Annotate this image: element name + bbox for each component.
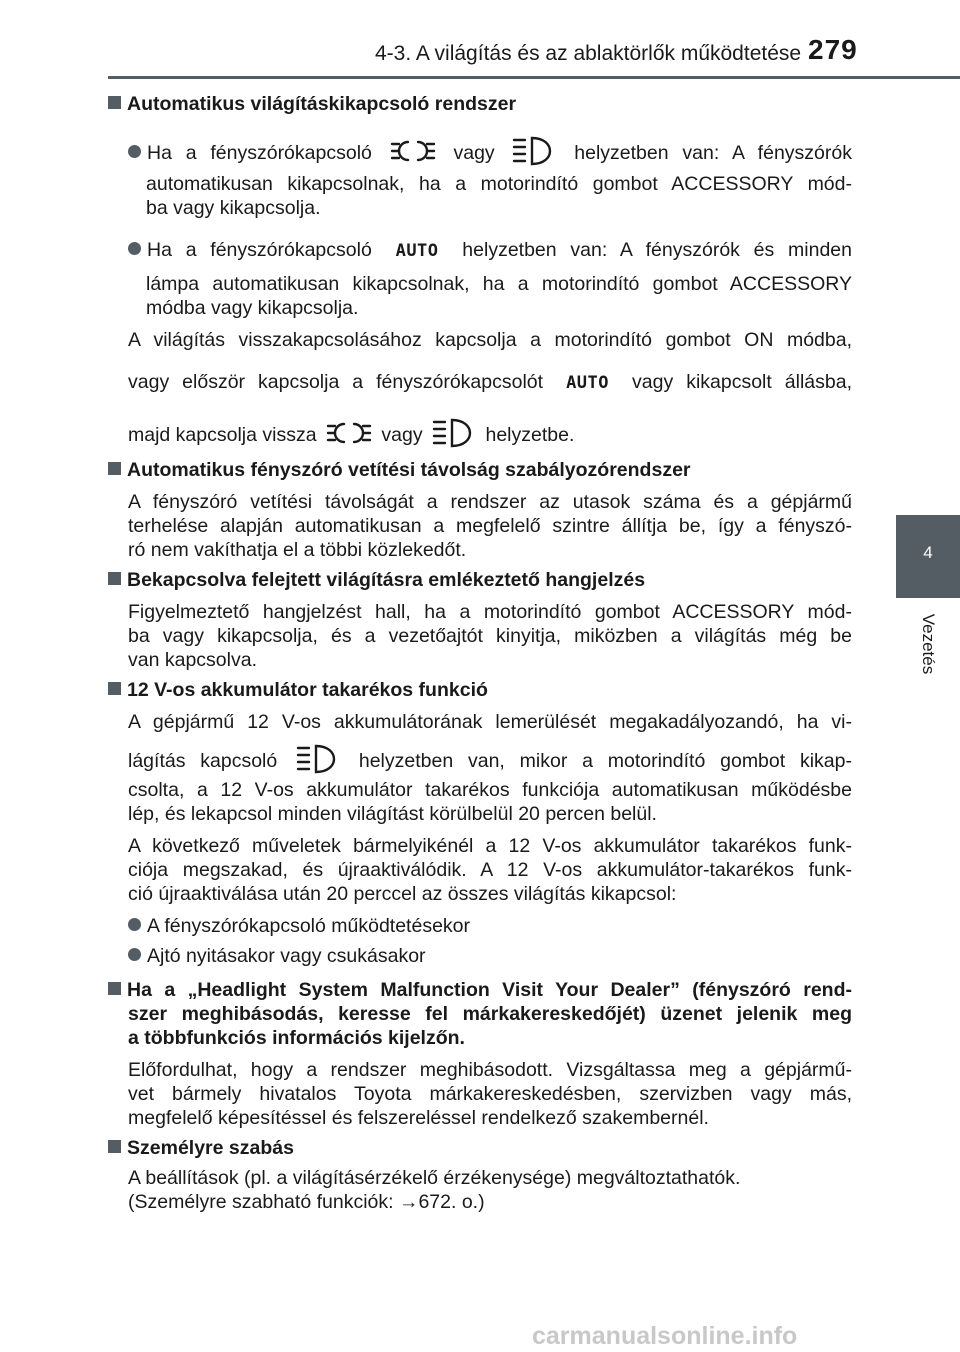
headlight-icon — [432, 418, 476, 454]
square-bullet-icon — [108, 1140, 121, 1153]
round-bullet-icon — [128, 242, 141, 255]
paragraph-line: A fényszóró vetítési távolságát a rendszer az utasok száma és a gépjármű — [128, 491, 852, 513]
chapter-tab — [896, 515, 960, 598]
paragraph-line: ró nem vakíthatja el a többi közlekedőt. — [128, 539, 467, 561]
paragraph-line: automatikusan kikapcsolnak, ha a motorindító gombot ACCESSORY mód- — [146, 173, 852, 195]
headlight-icon — [512, 136, 556, 172]
paragraph-line: ciója megszakad, és újraaktiválódik. A 12 V-os akkumulátor-takarékos funk- — [128, 859, 852, 881]
paragraph-line: módba vagy kikapcsolja. — [146, 297, 359, 319]
square-bullet-icon — [108, 96, 121, 109]
paragraph-line: A következő műveletek bármelyikénél a 12 V-os akkumulátor takarékos funk- — [128, 835, 852, 857]
paragraph-line: (Személyre szabható funkciók: →672. o.) — [128, 1191, 485, 1213]
section-heading: Bekapcsolva felejtett világításra emlékeztető hangjelzés — [108, 568, 645, 592]
paragraph-line: majd kapcsolja vissza vagy helyzetbe. — [128, 418, 574, 454]
paragraph-line: ba vagy kikapcsolja, és a vezetőajtót kinyitja, miközben a világítás még be — [128, 625, 852, 647]
paragraph-line: megfelelő képesítéssel és felszereléssel rendelkező szakembernél. — [128, 1107, 709, 1129]
paragraph-line: ció újraaktiválása után 20 perccel az összes világítás kikapcsol: — [128, 883, 677, 905]
section-heading-line: szer meghibásodás, keresse fel márkakereskedőjét) üzenet jelenik meg — [128, 1003, 852, 1025]
paragraph-line: Ha a fényszórókapcsoló AUTO helyzetben van: A fényszórók és minden — [128, 238, 852, 263]
paragraph-line: vet bármely hivatalos Toyota márkakereskedésben, szervizben vagy más, — [128, 1083, 852, 1105]
round-bullet-icon — [128, 948, 141, 961]
auto-indicator-icon: AUTO — [395, 241, 439, 261]
chapter-label: Vezetés — [919, 613, 938, 675]
paragraph-line: lágítás kapcsoló helyzetben van, mikor a motorindító gombot kikap- — [128, 744, 852, 780]
paragraph-line: Ha a fényszórókapcsoló vagy helyzetben van: A fényszórók — [128, 136, 852, 172]
paragraph-line: lép, és lekapcsol minden világítást körülbelül 20 percen belül. — [128, 803, 657, 825]
headlight-icon — [296, 744, 340, 780]
section-header-title: 4-3. A világítás és az ablaktörlők működtetése — [375, 42, 802, 65]
section-heading: Személyre szabás — [108, 1136, 294, 1160]
paragraph-line: A beállítások (pl. a világításérzékelő érzékenysége) megváltoztathatók. — [128, 1167, 741, 1189]
paragraph-line: A gépjármű 12 V-os akkumulátorának lemerülését megakadályozandó, ha vi- — [128, 711, 852, 733]
paragraph-line: Figyelmeztető hangjelzést hall, ha a motorindító gombot ACCESSORY mód- — [128, 601, 852, 623]
section-heading: Automatikus világításkikapcsoló rendszer — [108, 92, 516, 116]
round-bullet-icon — [128, 918, 141, 931]
parking-light-icon — [326, 420, 372, 452]
section-heading: Automatikus fényszóró vetítési távolság szabályozórendszer — [108, 458, 691, 482]
chapter-label-strip — [896, 598, 960, 695]
paragraph-line: vagy először kapcsolja a fényszórókapcsolót AUTO vagy kikapcsolt állásba, — [128, 371, 853, 393]
watermark: carmanualsonline.info — [532, 1322, 798, 1350]
parking-light-icon — [390, 138, 436, 170]
paragraph-line: csolta, a 12 V-os akkumulátor takarékos funkciója automatikusan működésbe — [128, 779, 852, 801]
round-bullet-icon — [128, 145, 141, 158]
section-heading-line: a többfunkciós információs kijelzőn. — [128, 1027, 465, 1049]
page-number: 279 — [808, 34, 858, 65]
bullet-item: A fényszórókapcsoló működtetésekor — [128, 914, 470, 938]
paragraph-line: lámpa automatikusan kikapcsolnak, ha a motorindító gombot ACCESSORY — [146, 273, 852, 295]
section-heading: 12 V-os akkumulátor takarékos funkció — [108, 678, 488, 702]
auto-indicator-icon: AUTO — [566, 373, 610, 393]
square-bullet-icon — [108, 982, 121, 995]
paragraph-line: ba vagy kikapcsolja. — [146, 197, 321, 219]
paragraph-line: Előfordulhat, hogy a rendszer meghibásodott. Vizsgáltassa meg a gépjármű- — [128, 1059, 852, 1081]
bullet-item: Ajtó nyitásakor vagy csukásakor — [128, 944, 426, 968]
header-divider — [108, 76, 960, 79]
paragraph-line: terhelése alapján automatikusan a megfelelő szintre állítja be, így a fényszó- — [128, 515, 852, 537]
chapter-number: 4 — [923, 543, 933, 562]
section-heading: Ha a „Headlight System Malfunction Visit Your Dealer” (fényszóró rend- — [108, 978, 852, 1002]
paragraph-line: A világítás visszakapcsolásához kapcsolja a motorindító gombot ON módba, — [128, 329, 852, 351]
square-bullet-icon — [108, 682, 121, 695]
square-bullet-icon — [108, 462, 121, 475]
square-bullet-icon — [108, 572, 121, 585]
paragraph-line: van kapcsolva. — [128, 649, 257, 671]
